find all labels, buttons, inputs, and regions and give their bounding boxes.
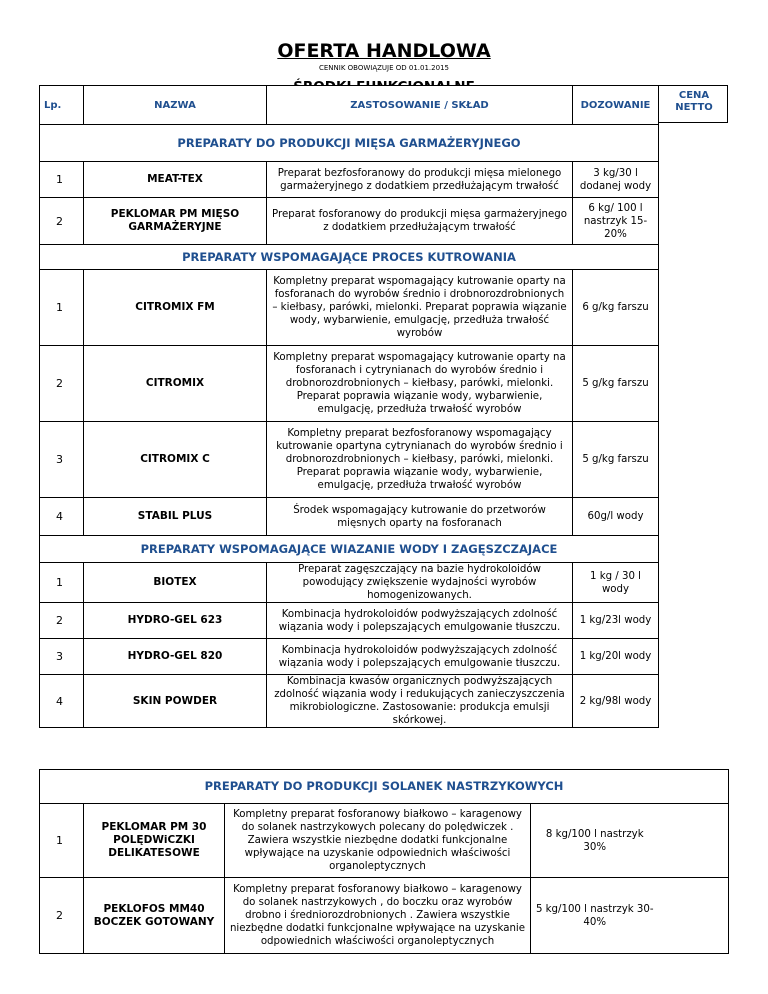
row-name: MEAT-TEX [84,162,267,198]
table-row [40,422,659,498]
row-usage: Kombinacja hydrokoloidów podwyższających zdolność wiązania wody i polepszających emulgowanie tłuszczu. [267,639,573,675]
row-lp: 2 [40,346,84,422]
row-usage: Preparat zagęszczający na bazie hydrokoloidów powodujący zwiększenie wydajności wyrobów homogenizowanych. [267,563,573,603]
row-lp: 2 [40,198,84,245]
col-usage: ZASTOSOWANIE / SKŁAD [267,86,573,125]
page-title: OFERTA HANDLOWA [277,40,491,62]
row-price [659,804,729,878]
row-name: PEKLOMAR PM 30 POLĘDWiCZKI DELIKATESOWE [84,804,225,878]
row-name: CITROMIX C [84,422,267,498]
row-dosage: 60g/l wody [573,498,659,536]
section-title: PREPARATY DO PRODUKCJI SOLANEK NASTRZYKOWYCH [40,770,729,804]
row-name: HYDRO-GEL 623 [84,603,267,639]
section-title: PREPARATY WSPOMAGAJĄCE PROCES KUTROWANIA [40,245,659,270]
col-lp: Lp. [40,86,84,125]
section-header-row [40,245,659,270]
section-header-row [40,770,729,804]
row-lp: 3 [40,639,84,675]
row-dosage: 3 kg/30 l dodanej wody [573,162,659,198]
table-row [40,198,659,245]
row-name: STABIL PLUS [84,498,267,536]
row-usage: Preparat fosforanowy do produkcji mięsa garmażeryjnego z dodatkiem przedłużającym trwałość [267,198,573,245]
row-name: CITROMIX FM [84,270,267,346]
table-row [40,162,659,198]
row-lp: 3 [40,422,84,498]
table-row [40,603,659,639]
row-dosage: 1 kg/20l wody [573,639,659,675]
row-dosage: 6 g/kg farszu [573,270,659,346]
brine-table [39,769,729,954]
row-dosage: 6 kg/ 100 l nastrzyk 15-20% [573,198,659,245]
row-dosage: 5 kg/100 l nastrzyk 30-40% [531,878,659,954]
section-header-row [40,536,659,563]
row-usage: Kombinacja kwasów organicznych podwyższających zdolność wiązania wody i redukujących zanieczyszczenia mikrobiologiczne. Zastosowanie: produkcja emulsji skórkowej. [267,675,573,728]
section-header-row [40,125,659,162]
table-row [40,639,659,675]
row-name: BIOTEX [84,563,267,603]
row-usage: Środek wspomagający kutrowanie do przetworów mięsnych oparty na fosforanach [267,498,573,536]
table-row [40,563,659,603]
offer-table [39,85,659,728]
row-usage: Kompletny preparat fosforanowy białkowo – karagenowy do solanek nastrzykowych polecany do polędwiczek . Zawiera wszystkie niezbędne dodatki funkcjonalne wpływające na uzyskanie odpowiednich właściwości organoleptycznych [225,804,531,878]
row-lp: 1 [40,804,84,878]
row-lp: 4 [40,675,84,728]
table-header-row [40,86,659,125]
row-lp: 4 [40,498,84,536]
price-list-date: CENNIK OBOWIĄZUJE OD 01.01.2015 [319,64,449,72]
row-lp: 1 [40,162,84,198]
table-row [40,346,659,422]
col-name: NAZWA [84,86,267,125]
price-column-header: CENA NETTO [675,90,713,113]
row-name: HYDRO-GEL 820 [84,639,267,675]
row-usage: Kompletny preparat wspomagający kutrowanie oparty na fosforanach do wyrobów średnio i drobnorozdrobnionych – kiełbasy, parówki, mielonki. Preparat poprawia wiązanie wody, wybarwienie, emulgację, przedłuża trwałość wyrobów [267,270,573,346]
row-price [659,878,729,954]
col-dosage: DOZOWANIE [573,86,659,125]
row-lp: 2 [40,878,84,954]
row-dosage: 1 kg / 30 l wody [573,563,659,603]
row-usage: Kompletny preparat wspomagający kutrowanie oparty na fosforanach i cytrynianach do wyrobów średnio i drobnorozdrobnionych – kiełbasy, parówki, mielonki. Preparat poprawia wiązanie wody, wybarwienie, emulgację, przedłuża trwałość wyrobów [267,346,573,422]
row-lp: 2 [40,603,84,639]
row-dosage: 5 g/kg farszu [573,422,659,498]
table-row [40,878,729,954]
table-row [40,675,659,728]
row-name: CITROMIX [84,346,267,422]
row-usage: Kompletny preparat fosforanowy białkowo – karagenowy do solanek nastrzykowych , do boczku oraz wyrobów drobno i średniorozdrobnionych . Zawiera wszystkie niezbędne dodatki funkcjonalne wpływające na uzyskanie odpowiednich właściwości organoleptycznych [225,878,531,954]
row-lp: 1 [40,270,84,346]
row-usage: Preparat bezfosforanowy do produkcji mięsa mielonego garmażeryjnego z dodatkiem przedłużającym trwałość [267,162,573,198]
row-name: PEKLOMAR PM MIĘSO GARMAŻERYJNE [84,198,267,245]
section-title: PREPARATY WSPOMAGAJĄCE WIAZANIE WODY I ZAGĘSZCZAJACE [40,536,659,563]
row-lp: 1 [40,563,84,603]
table-row [40,270,659,346]
table-row [40,804,729,878]
row-usage: Kompletny preparat bezfosforanowy wspomagający kutrowanie opartyna cytrynianach do wyrobów średnio i drobnorozdrobnionych – kiełbasy, parówki, mielonki. Preparat poprawia wiązanie wody, wybarwienie, emulgację, przedłuża trwałość wyrobów [267,422,573,498]
table-row [40,498,659,536]
row-dosage: 2 kg/98l wody [573,675,659,728]
row-name: SKIN POWDER [84,675,267,728]
row-dosage: 8 kg/100 l nastrzyk 30% [531,804,659,878]
section-title: PREPARATY DO PRODUKCJI MIĘSA GARMAŻERYJNEGO [40,125,659,162]
row-name: PEKLOFOS MM40 BOCZEK GOTOWANY [84,878,225,954]
row-usage: Kombinacja hydrokoloidów podwyższających zdolność wiązania wody i polepszających emulgowanie tłuszczu. [267,603,573,639]
row-dosage: 5 g/kg farszu [573,346,659,422]
row-dosage: 1 kg/23l wody [573,603,659,639]
